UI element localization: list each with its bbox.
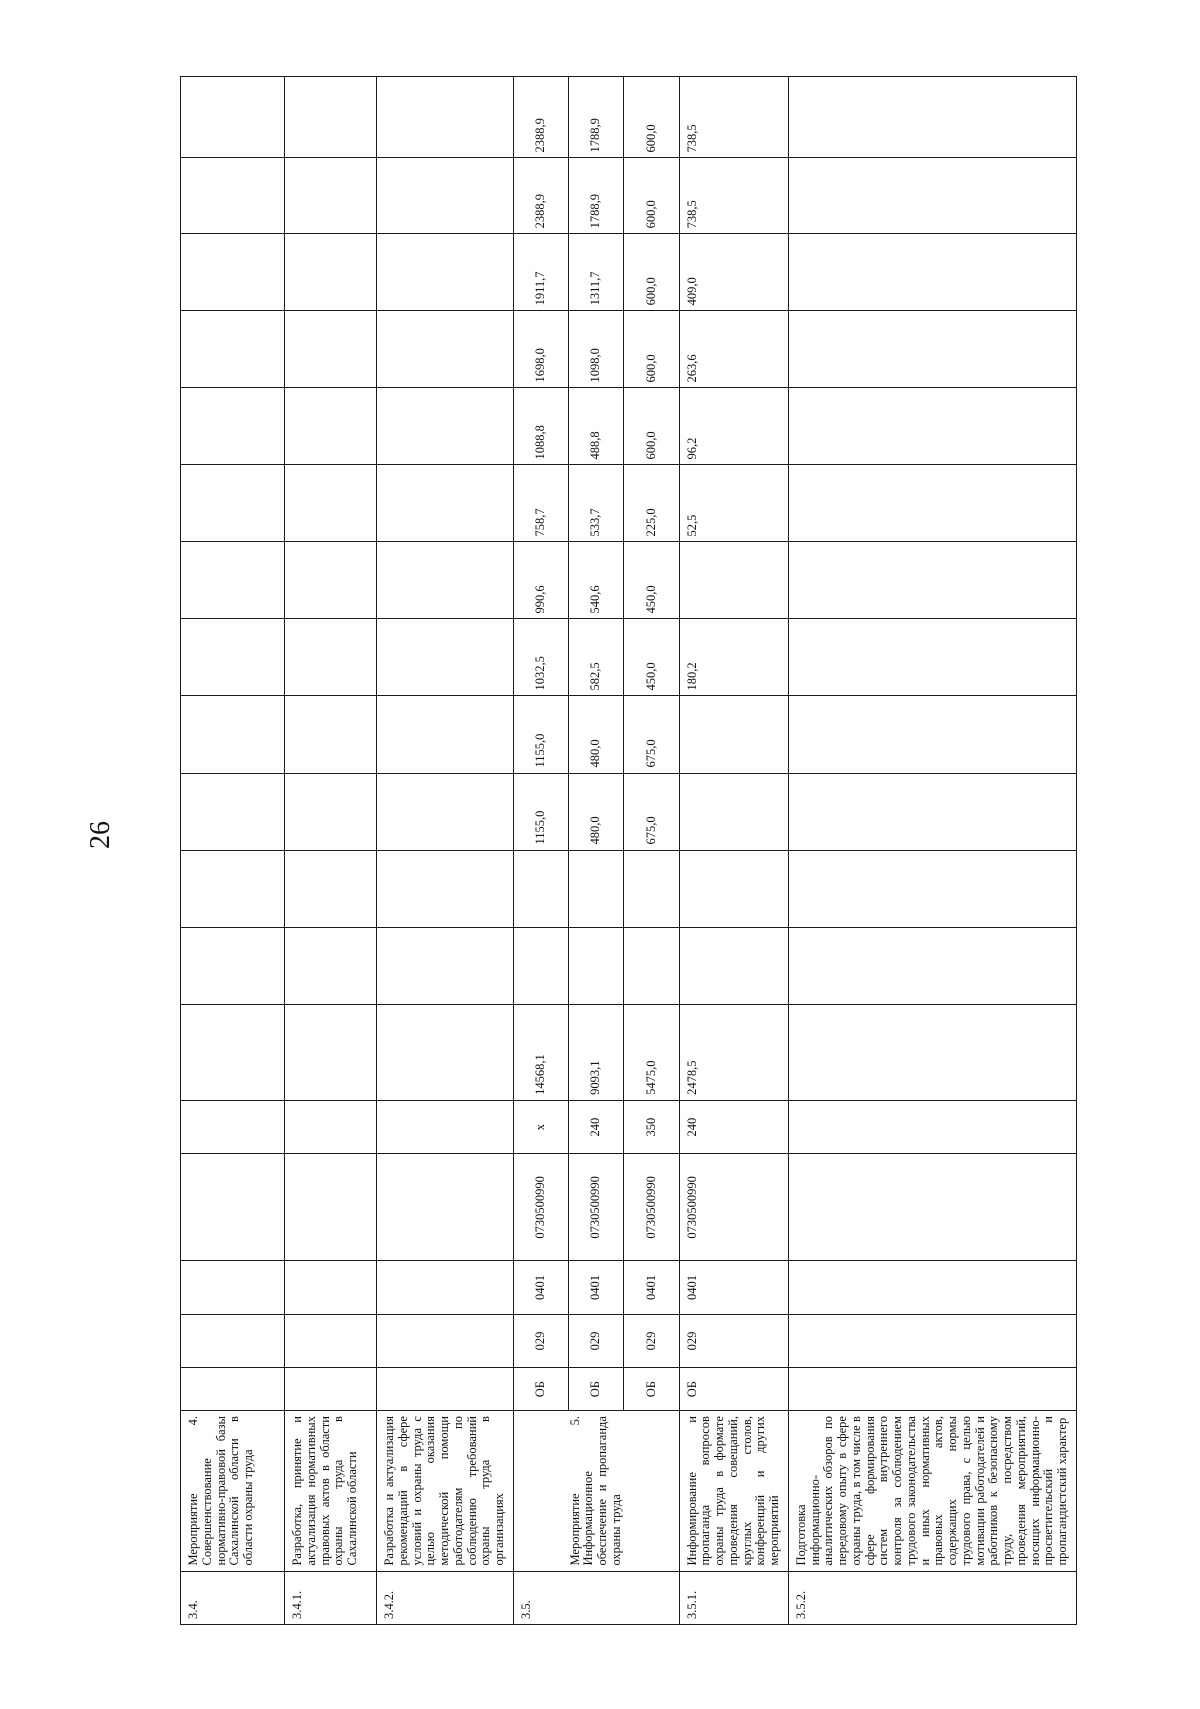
cell-col-17 xyxy=(377,158,514,234)
cell-rzpr xyxy=(285,1261,377,1314)
cell-total: 14568,1 xyxy=(513,1004,568,1100)
table-rotator xyxy=(180,76,1070,1625)
cell-col-15: 1698,0 xyxy=(513,311,568,388)
table-row xyxy=(181,77,285,1625)
cell-col-08 xyxy=(513,850,568,927)
cell-col-16: 409,0 xyxy=(679,234,788,311)
cell-col-08 xyxy=(624,850,679,927)
cell-col-17: 1788,9 xyxy=(569,158,624,234)
cell-col-08 xyxy=(181,850,285,927)
cell-col-17: 600,0 xyxy=(624,158,679,234)
cell-csr xyxy=(377,1154,514,1261)
row-number: 3.5.1. xyxy=(679,1571,788,1624)
cell-csr: 0730500990 xyxy=(569,1154,624,1261)
cell-total xyxy=(788,1004,1076,1100)
table-row xyxy=(285,77,377,1625)
cell-rzpr: 0401 xyxy=(624,1261,679,1314)
cell-col-13 xyxy=(788,465,1076,542)
cell-col-16 xyxy=(377,234,514,311)
cell-col-13: 225,0 xyxy=(624,465,679,542)
cell-vr xyxy=(377,1100,514,1153)
cell-col-13 xyxy=(377,465,514,542)
row-number: 3.5.2. xyxy=(788,1571,1076,1624)
cell-col-15 xyxy=(788,311,1076,388)
cell-source: ОБ xyxy=(624,1368,679,1411)
cell-col-10: 480,0 xyxy=(569,696,624,773)
cell-csr xyxy=(788,1154,1076,1261)
cell-col-13: 758,7 xyxy=(513,465,568,542)
cell-col-08 xyxy=(679,850,788,927)
cell-col-14 xyxy=(788,388,1076,465)
table-row xyxy=(377,77,514,1625)
cell-source xyxy=(377,1368,514,1411)
cell-total xyxy=(181,1004,285,1100)
cell-rzpr xyxy=(181,1261,285,1314)
cell-csr xyxy=(285,1154,377,1261)
cell-csr xyxy=(181,1154,285,1261)
cell-col-14 xyxy=(285,388,377,465)
cell-col-18 xyxy=(377,77,514,158)
row-title: Информирование и пропаганда вопросов охраны труда в формате проведения совещаний, круглых столов, конференций и других мероприятий xyxy=(679,1411,788,1571)
cell-col-10 xyxy=(788,696,1076,773)
cell-source: ОБ xyxy=(679,1368,788,1411)
cell-col-13: 52,5 xyxy=(679,465,788,542)
cell-grbs: 029 xyxy=(569,1314,624,1367)
cell-csr: 0730500990 xyxy=(513,1154,568,1261)
cell-col-14: 96,2 xyxy=(679,388,788,465)
cell-source: ОБ xyxy=(513,1368,568,1411)
cell-col-09 xyxy=(679,773,788,850)
cell-total xyxy=(285,1004,377,1100)
cell-vr: 240 xyxy=(679,1100,788,1153)
cell-grbs xyxy=(788,1314,1076,1367)
cell-col-18 xyxy=(285,77,377,158)
table-row xyxy=(679,77,788,1625)
cell-col-07 xyxy=(513,927,568,1004)
cell-grbs: 029 xyxy=(624,1314,679,1367)
cell-col-10: 1155,0 xyxy=(513,696,568,773)
table-body xyxy=(181,77,1077,1625)
cell-col-16 xyxy=(788,234,1076,311)
cell-col-09: 480,0 xyxy=(569,773,624,850)
cell-col-18: 1788,9 xyxy=(569,77,624,158)
cell-col-17: 2388,9 xyxy=(513,158,568,234)
cell-col-17: 738,5 xyxy=(679,158,788,234)
cell-col-14 xyxy=(181,388,285,465)
cell-rzpr: 0401 xyxy=(679,1261,788,1314)
cell-rzpr xyxy=(377,1261,514,1314)
cell-source: ОБ xyxy=(569,1368,624,1411)
cell-rzpr: 0401 xyxy=(513,1261,568,1314)
cell-col-16: 1311,7 xyxy=(569,234,624,311)
cell-col-17 xyxy=(285,158,377,234)
cell-col-08 xyxy=(377,850,514,927)
row-number: 3.4.2. xyxy=(377,1571,514,1624)
cell-col-12 xyxy=(377,542,514,619)
cell-col-07 xyxy=(181,927,285,1004)
cell-csr: 0730500990 xyxy=(679,1154,788,1261)
cell-col-13 xyxy=(181,465,285,542)
cell-grbs xyxy=(285,1314,377,1367)
cell-col-08 xyxy=(788,850,1076,927)
cell-col-09: 1155,0 xyxy=(513,773,568,850)
budget-table xyxy=(180,76,1077,1625)
cell-col-10 xyxy=(679,696,788,773)
cell-col-11 xyxy=(377,619,514,696)
cell-col-12 xyxy=(285,542,377,619)
cell-col-09 xyxy=(181,773,285,850)
cell-col-18 xyxy=(788,77,1076,158)
cell-col-16: 1911,7 xyxy=(513,234,568,311)
cell-col-12: 540,6 xyxy=(569,542,624,619)
cell-source xyxy=(181,1368,285,1411)
cell-col-13 xyxy=(285,465,377,542)
cell-col-18: 2388,9 xyxy=(513,77,568,158)
cell-col-10: 675,0 xyxy=(624,696,679,773)
cell-col-18 xyxy=(181,77,285,158)
cell-col-18: 600,0 xyxy=(624,77,679,158)
cell-col-14: 600,0 xyxy=(624,388,679,465)
cell-source xyxy=(788,1368,1076,1411)
cell-total: 2478,5 xyxy=(679,1004,788,1100)
cell-total: 5475,0 xyxy=(624,1004,679,1100)
cell-col-18: 738,5 xyxy=(679,77,788,158)
row-title: Разработка, принятие и актуализация нормативных правовых актов в области охраны труда в Сахалинской области xyxy=(285,1411,377,1571)
row-title: Подготовка информационно-аналитических обзоров по передовому опыту в сфере охраны труда, в том числе в сфере формирования систем внутреннего контроля за соблюдением трудового законодательства и иных нормативных правовых актов, содержащих нормы трудового права, с целью мотивации работодателей и работников к безопасному труду, посредством проведения мероприятий, носящих информационно-просветительский и пропагандистский характер xyxy=(788,1411,1076,1571)
cell-col-09: 675,0 xyxy=(624,773,679,850)
cell-col-11 xyxy=(181,619,285,696)
table-row xyxy=(513,77,568,1625)
cell-col-07 xyxy=(569,927,624,1004)
cell-col-17 xyxy=(181,158,285,234)
page-number: 26 xyxy=(85,821,116,849)
cell-col-07 xyxy=(285,927,377,1004)
cell-col-15 xyxy=(285,311,377,388)
cell-col-09 xyxy=(285,773,377,850)
cell-grbs: 029 xyxy=(513,1314,568,1367)
cell-col-11: 180,2 xyxy=(679,619,788,696)
cell-col-12: 450,0 xyxy=(624,542,679,619)
cell-vr: х xyxy=(513,1100,568,1153)
cell-grbs xyxy=(377,1314,514,1367)
cell-col-16: 600,0 xyxy=(624,234,679,311)
cell-vr xyxy=(788,1100,1076,1153)
cell-col-13: 533,7 xyxy=(569,465,624,542)
cell-col-14: 488,8 xyxy=(569,388,624,465)
cell-col-12 xyxy=(181,542,285,619)
cell-rzpr: 0401 xyxy=(569,1261,624,1314)
cell-col-11 xyxy=(285,619,377,696)
cell-col-14 xyxy=(377,388,514,465)
cell-col-07 xyxy=(679,927,788,1004)
cell-vr xyxy=(181,1100,285,1153)
cell-col-14: 1088,8 xyxy=(513,388,568,465)
cell-col-10 xyxy=(181,696,285,773)
row-title: Мероприятие 5. Информационное обеспечение и пропаганда охраны труда xyxy=(513,1411,679,1571)
row-number: 3.4.1. xyxy=(285,1571,377,1624)
cell-total: 9093,1 xyxy=(569,1004,624,1100)
cell-col-11: 582,5 xyxy=(569,619,624,696)
cell-col-08 xyxy=(569,850,624,927)
cell-col-09 xyxy=(788,773,1076,850)
cell-col-10 xyxy=(377,696,514,773)
row-number: 3.4. xyxy=(181,1571,285,1624)
cell-vr: 240 xyxy=(569,1100,624,1153)
row-title: Мероприятие 4. Совершенствование нормативно-правовой базы Сахалинской области в области охраны труда xyxy=(181,1411,285,1571)
cell-col-17 xyxy=(788,158,1076,234)
row-number: 3.5. xyxy=(513,1571,679,1624)
cell-col-10 xyxy=(285,696,377,773)
cell-source xyxy=(285,1368,377,1411)
cell-col-15: 263,6 xyxy=(679,311,788,388)
cell-col-15 xyxy=(181,311,285,388)
cell-col-16 xyxy=(285,234,377,311)
rotated-table-area xyxy=(180,76,1070,1625)
cell-col-12: 990,6 xyxy=(513,542,568,619)
cell-total xyxy=(377,1004,514,1100)
cell-col-11 xyxy=(788,619,1076,696)
table-row xyxy=(624,77,679,1625)
cell-col-08 xyxy=(285,850,377,927)
cell-col-07 xyxy=(788,927,1076,1004)
cell-csr: 0730500990 xyxy=(624,1154,679,1261)
cell-col-15 xyxy=(377,311,514,388)
cell-vr xyxy=(285,1100,377,1153)
cell-col-07 xyxy=(377,927,514,1004)
cell-col-07 xyxy=(624,927,679,1004)
cell-vr: 350 xyxy=(624,1100,679,1153)
cell-col-15: 600,0 xyxy=(624,311,679,388)
table-row xyxy=(569,77,624,1625)
cell-rzpr xyxy=(788,1261,1076,1314)
cell-col-09 xyxy=(377,773,514,850)
cell-col-12 xyxy=(679,542,788,619)
cell-grbs: 029 xyxy=(679,1314,788,1367)
table-row xyxy=(788,77,1076,1625)
cell-grbs xyxy=(181,1314,285,1367)
cell-col-12 xyxy=(788,542,1076,619)
cell-col-11: 1032,5 xyxy=(513,619,568,696)
row-title: Разработка и актуализация рекомендаций в сфере условий и охраны труда с целью оказания методической помощи работодателям по соблюдению требований охраны труда в организациях xyxy=(377,1411,514,1571)
cell-col-15: 1098,0 xyxy=(569,311,624,388)
cell-col-16 xyxy=(181,234,285,311)
cell-col-11: 450,0 xyxy=(624,619,679,696)
